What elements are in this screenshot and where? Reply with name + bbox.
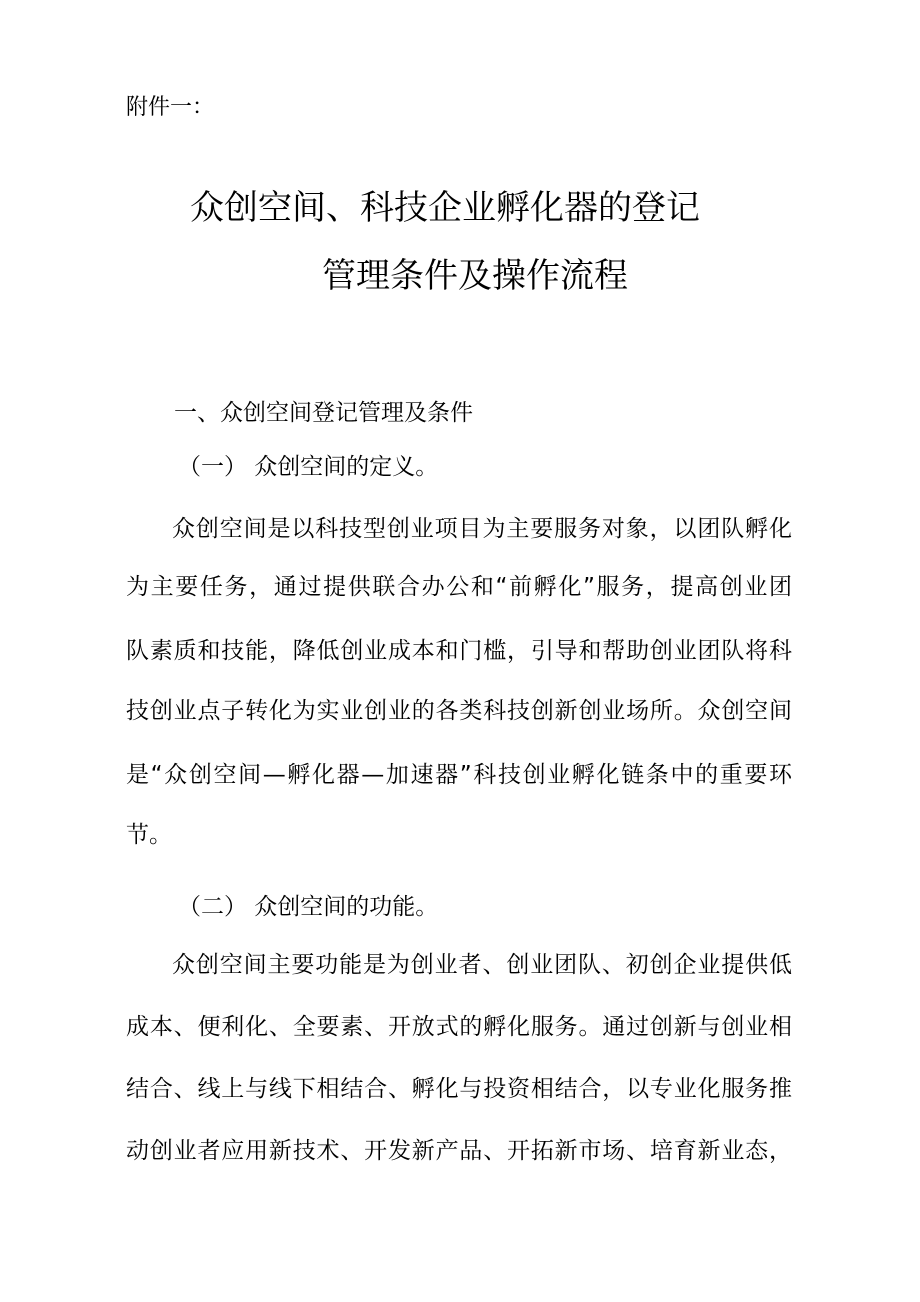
definition-paragraph-line: 众创空间是以科技型创业项目为主要服务对象，以团队孵化	[172, 516, 792, 542]
definition-paragraph-line: 技创业点子转化为实业创业的各类科技创新创业场所。众创空间	[126, 698, 792, 724]
function-paragraph-line: 动创业者应用新技术、开发新产品、开拓新市场、培育新业态，	[126, 1138, 792, 1164]
document-title-line-1: 众创空间、科技企业孵化器的登记	[190, 188, 700, 228]
section-heading-1: 一、众创空间登记管理及条件	[174, 400, 473, 426]
function-paragraph-line: 成本、便利化、全要素、开放式的孵化服务。通过创新与创业相	[126, 1014, 792, 1040]
definition-paragraph-line: 节。	[126, 822, 172, 848]
definition-paragraph-line: 是“众创空间—孵化器—加速器”科技创业孵化链条中的重要环	[126, 762, 792, 788]
function-paragraph-line: 结合、线上与线下相结合、孵化与投资相结合，以专业化服务推	[126, 1076, 792, 1102]
definition-paragraph-line: 队素质和技能，降低创业成本和门槛，引导和帮助创业团队将科	[126, 638, 792, 664]
subsection-heading-definition: （一） 众创空间的定义。	[178, 454, 439, 480]
definition-paragraph-line: 为主要任务，通过提供联合办公和“前孵化”服务，提高创业团	[126, 574, 792, 600]
subsection-heading-function: （二） 众创空间的功能。	[178, 894, 439, 920]
function-paragraph-line: 众创空间主要功能是为创业者、创业团队、初创企业提供低	[172, 952, 792, 978]
document-title-line-2: 管理条件及操作流程	[322, 256, 628, 296]
attachment-label: 附件一：	[126, 95, 215, 120]
